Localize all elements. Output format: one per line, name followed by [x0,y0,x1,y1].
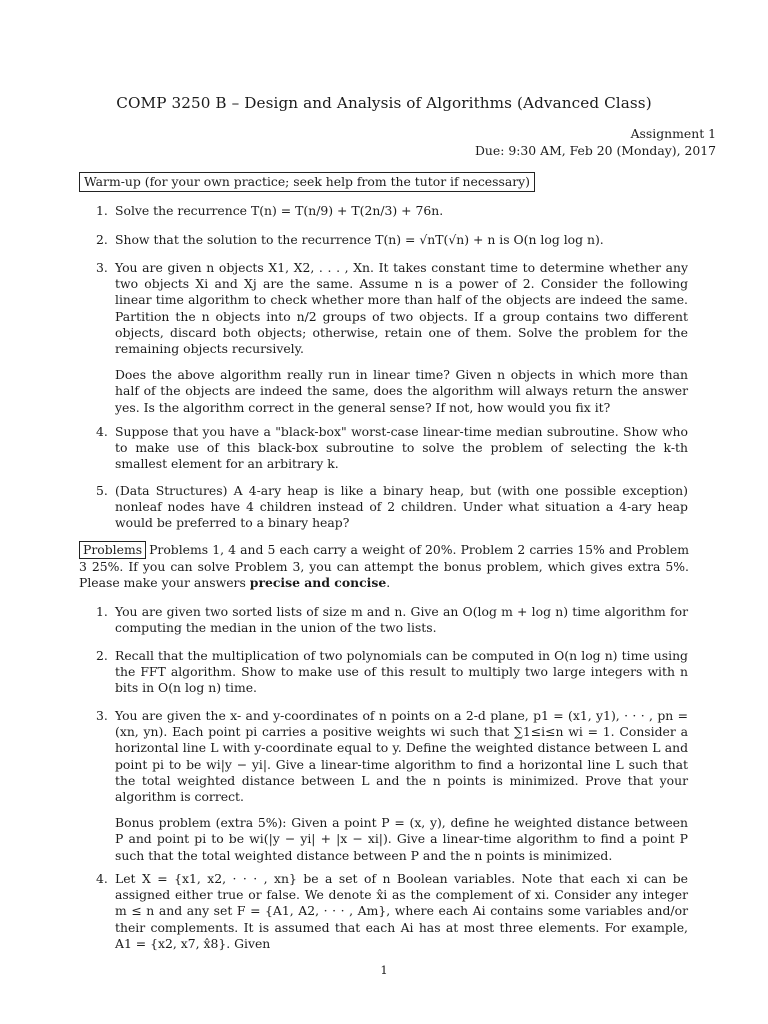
item-text: Recall that the multiplication of two polynomials can be computed in O(n log n) time using the FFT algorithm. Show to make use of this result to multiply two large integers with n bits in O(n log n) time. [115,648,688,696]
problems-emphasis: precise and concise [249,575,387,591]
page-title: COMP 3250 B – Design and Analysis of Algorithms (Advanced Class) [116,94,652,112]
item-number: 4. [96,424,108,439]
problems-label: Problems [79,541,146,559]
item-text-continued: Does the above algorithm really run in linear time? Given n objects in which more than half of the objects are indeed the same, does the algorithm will always return the answer yes. Is the algorithm correct in the general sense? If not, how would you fix it? [115,367,688,415]
item-text: Let X = {x1, x2, · · · , xn} be a set of n Boolean variables. Note that each xi can be assigned either true or false. We denote x̂i as the complement of xi. Consider any integer m ≤ n and any set F = {A1, A2, · · · , Am}, where each Ai contains some variables and/or their complements. It is assumed that each Ai has at most three elements. For example, A1 = {x2, x7, x̂8}. Given [115,871,688,951]
warmup-label: Warm-up (for your own practice; seek help from the tutor if necessary) [79,172,535,192]
item-number: 2. [96,232,108,247]
problems-intro [79,541,689,591]
item-text: Solve the recurrence T(n) = T(n/9) + T(2n/3) + 76n. [115,203,444,218]
item-number: 1. [96,604,108,619]
assignment-header [475,126,716,159]
item-number: 4. [96,871,108,886]
problems-intro-text: Problems 1, 4 and 5 each carry a weight of 20%. Problem 2 carries 15% and Problem 3 25%. If you can solve Problem 3, you can attempt the bonus problem, which gives extra 5%. Please make your answers [79,542,689,591]
item-number: 3. [96,260,108,275]
assignment-number: Assignment 1 [630,126,716,141]
item-text: (Data Structures) A 4-ary heap is like a binary heap, but (with one possible exception) nonleaf nodes have 4 children instead of 2 children. Under what situation a 4-ary heap would be preferred to a binary heap? [115,483,688,531]
due-date: Due: 9:30 AM, Feb 20 (Monday), 2017 [475,142,716,158]
page-number: 1 [380,963,388,977]
warmup-label-box [79,172,535,192]
item-text: You are given n objects X1, X2, . . . , Xn. It takes constant time to determine whether any two objects Xi and Xj are the same. Assume n is a power of 2. Consider the following linear time algorithm to check whether more than half of the objects are indeed the same. Partition the n objects into n/2 groups of two objects. If a group contains two different objects, discard both objects; otherwise, retain one of them. Solve the problem for the remaining objects recursively. [115,260,688,357]
item-number: 1. [96,203,108,218]
problems-intro-end: . [386,575,391,591]
item-number: 2. [96,648,108,663]
item-text: Suppose that you have a "black-box" worst-case linear-time median subroutine. Show who to make use of this black-box subroutine to solve the problem of selecting the k-th smallest element for an arbitrary k. [115,424,688,472]
item-text: You are given the x- and y-coordinates of n points on a 2-d plane, p1 = (x1, y1), · · · , pn = (xn, yn). Each point pi carries a positive weights wi such that ∑1≤i≤n wi = 1. Consider a horizontal line L with y-coordinate equal to y. Define the weighted distance between L and point pi to be wi|y − yi|. Give a linear-time algorithm to find a horizontal line L such that the total weighted distance between L and the n points is minimized. Prove that your algorithm is correct. [115,708,688,805]
item-text: You are given two sorted lists of size m and n. Give an O(log m + log n) time algorithm for computing the median in the union of the two lists. [115,604,688,636]
item-text: Show that the solution to the recurrence T(n) = √nT(√n) + n is O(n log log n). [115,232,604,247]
item-number: 3. [96,708,108,723]
item-number: 5. [96,483,108,498]
bonus-problem-text: Bonus problem (extra 5%): Given a point P = (x, y), define he weighted distance between P and point pi to be wi(|y − yi| + |x − xi|). Give a linear-time algorithm to find a point P such that the total weighted distance between P and the n points is minimized. [115,815,688,863]
